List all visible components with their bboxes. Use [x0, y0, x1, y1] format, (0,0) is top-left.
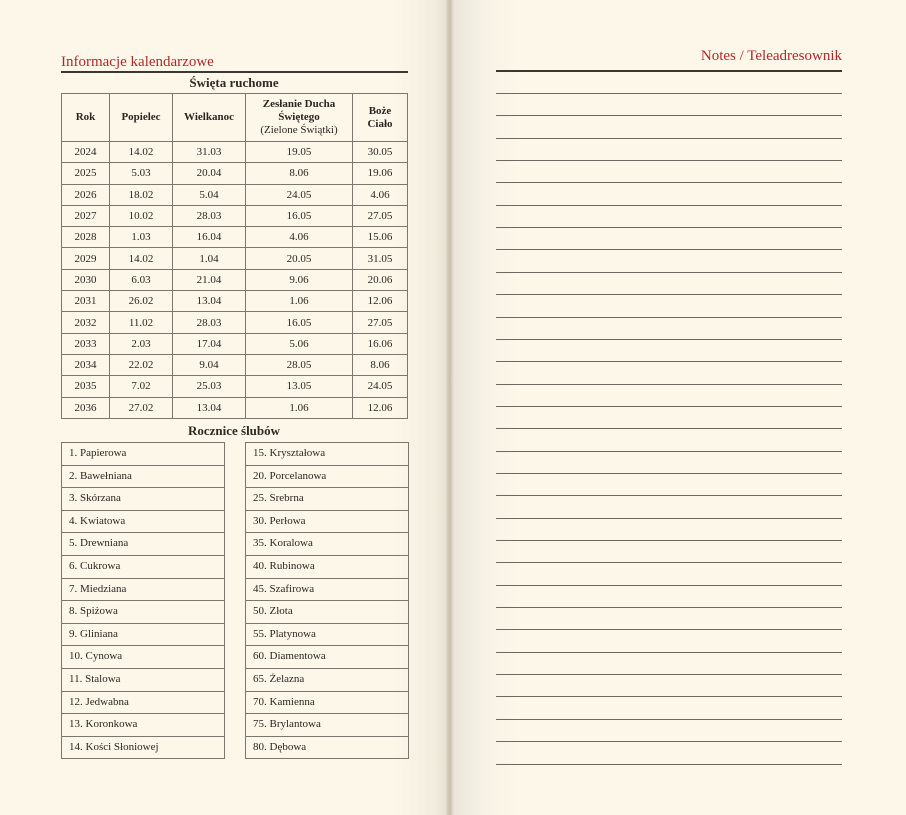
table-cell: 2031 — [62, 291, 110, 312]
header-line: (Zielone Świątki) — [260, 124, 338, 136]
table-row — [62, 291, 408, 312]
table-cell: 9.04 — [173, 354, 246, 375]
list-item: 70. Kamienna — [246, 692, 408, 715]
list-item: 45. Szafirowa — [246, 579, 408, 602]
column-header-year: Rok — [62, 94, 110, 142]
note-line — [496, 540, 842, 541]
table-cell: 16.05 — [246, 205, 353, 226]
list-item: 12. Jedwabna — [62, 692, 224, 715]
note-line — [496, 741, 842, 742]
list-item: 3. Skórzana — [62, 488, 224, 511]
list-item: 65. Żelazna — [246, 669, 408, 692]
note-line — [496, 138, 842, 139]
table-cell: 11.02 — [110, 312, 173, 333]
table-cell: 27.05 — [353, 312, 408, 333]
note-line — [496, 294, 842, 295]
list-item: 60. Diamentowa — [246, 646, 408, 669]
note-line — [496, 93, 842, 94]
list-item: 25. Srebrna — [246, 488, 408, 511]
note-line — [496, 719, 842, 720]
table-row — [62, 354, 408, 375]
table-cell: 27.02 — [110, 397, 173, 418]
list-item: 8. Spiżowa — [62, 601, 224, 624]
note-line — [496, 607, 842, 608]
header-line: Ciało — [367, 117, 393, 130]
note-line — [496, 272, 842, 273]
note-line — [496, 764, 842, 765]
list-item: 14. Kości Słoniowej — [62, 737, 224, 760]
list-item: 35. Koralowa — [246, 533, 408, 556]
note-line — [496, 696, 842, 697]
table-row — [62, 163, 408, 184]
note-line — [496, 406, 842, 407]
list-item: 50. Złota — [246, 601, 408, 624]
note-line — [496, 115, 842, 116]
table-cell: 2034 — [62, 354, 110, 375]
table-cell: 2033 — [62, 333, 110, 354]
book-gutter — [446, 0, 454, 815]
table-cell: 10.02 — [110, 205, 173, 226]
column-header-corpus-christi — [353, 94, 408, 142]
list-item: 5. Drewniana — [62, 533, 224, 556]
list-item: 80. Dębowa — [246, 737, 408, 760]
table-cell: 14.02 — [110, 142, 173, 163]
table-header-row — [62, 94, 408, 142]
table-cell: 2029 — [62, 248, 110, 269]
note-line — [496, 652, 842, 653]
header-line: Boże — [368, 104, 392, 117]
table-cell: 7.02 — [110, 376, 173, 397]
table-cell: 20.05 — [246, 248, 353, 269]
table-cell: 31.03 — [173, 142, 246, 163]
note-line — [496, 361, 842, 362]
table-cell: 15.06 — [353, 227, 408, 248]
note-line — [496, 227, 842, 228]
list-item: 2. Bawełniana — [62, 466, 224, 489]
table-cell: 17.04 — [173, 333, 246, 354]
table-cell: 4.06 — [246, 227, 353, 248]
section-title-notes: Notes / Teleadresownik — [700, 48, 842, 64]
table-cell: 8.06 — [246, 163, 353, 184]
note-line — [496, 160, 842, 161]
movable-feasts-title: Święta ruchome — [189, 75, 279, 90]
table-cell: 24.05 — [246, 184, 353, 205]
table-cell: 14.02 — [110, 248, 173, 269]
table-cell: 20.06 — [353, 269, 408, 290]
table-row — [62, 376, 408, 397]
table-cell: 12.06 — [353, 291, 408, 312]
table-row — [62, 269, 408, 290]
note-line — [496, 317, 842, 318]
list-item: 9. Gliniana — [62, 624, 224, 647]
header-line: Świętego — [278, 111, 320, 123]
table-row — [62, 397, 408, 418]
table-cell: 20.04 — [173, 163, 246, 184]
note-line — [496, 451, 842, 452]
table-cell: 25.03 — [173, 376, 246, 397]
table-cell: 31.05 — [353, 248, 408, 269]
table-cell: 5.06 — [246, 333, 353, 354]
table-cell: 16.04 — [173, 227, 246, 248]
table-cell: 22.02 — [110, 354, 173, 375]
table-cell: 4.06 — [353, 184, 408, 205]
movable-feasts-table — [61, 93, 408, 419]
table-cell: 2028 — [62, 227, 110, 248]
note-line — [496, 339, 842, 340]
table-cell: 1.03 — [110, 227, 173, 248]
table-cell: 2026 — [62, 184, 110, 205]
table-cell: 16.06 — [353, 333, 408, 354]
list-item: 30. Perłowa — [246, 511, 408, 534]
table-cell: 13.04 — [173, 291, 246, 312]
table-cell: 2027 — [62, 205, 110, 226]
table-cell: 28.03 — [173, 312, 246, 333]
table-cell: 2036 — [62, 397, 110, 418]
table-row — [62, 333, 408, 354]
note-line — [496, 518, 842, 519]
table-cell: 19.05 — [246, 142, 353, 163]
list-item: 13. Koronkowa — [62, 714, 224, 737]
title-rule-right — [496, 70, 842, 72]
table-cell: 1.04 — [173, 248, 246, 269]
table-row — [62, 205, 408, 226]
table-cell: 12.06 — [353, 397, 408, 418]
table-cell: 13.04 — [173, 397, 246, 418]
table-row — [62, 142, 408, 163]
note-line — [496, 182, 842, 183]
table-cell: 28.03 — [173, 205, 246, 226]
table-cell: 27.05 — [353, 205, 408, 226]
note-line — [496, 585, 842, 586]
table-row — [62, 184, 408, 205]
list-item: 11. Stalowa — [62, 669, 224, 692]
table-row — [62, 227, 408, 248]
table-cell: 1.06 — [246, 397, 353, 418]
list-item: 20. Porcelanowa — [246, 466, 408, 489]
column-header-ash-wednesday: Popielec — [110, 94, 173, 142]
table-cell: 19.06 — [353, 163, 408, 184]
note-line — [496, 674, 842, 675]
table-cell: 5.04 — [173, 184, 246, 205]
anniversaries-title: Rocznice ślubów — [187, 423, 281, 438]
table-cell: 28.05 — [246, 354, 353, 375]
list-item: 1. Papierowa — [62, 443, 224, 466]
note-line — [496, 629, 842, 630]
table-cell: 9.06 — [246, 269, 353, 290]
table-cell: 6.03 — [110, 269, 173, 290]
note-line — [496, 473, 842, 474]
list-item: 10. Cynowa — [62, 646, 224, 669]
table-cell: 30.05 — [353, 142, 408, 163]
table-cell: 2024 — [62, 142, 110, 163]
table-cell: 21.04 — [173, 269, 246, 290]
right-page — [454, 0, 906, 815]
title-rule-left — [61, 71, 408, 73]
list-item: 55. Platynowa — [246, 624, 408, 647]
table-cell: 2025 — [62, 163, 110, 184]
table-cell: 2.03 — [110, 333, 173, 354]
anniversaries-list-right — [245, 442, 409, 759]
table-cell: 2035 — [62, 376, 110, 397]
table-cell: 18.02 — [110, 184, 173, 205]
column-header-pentecost — [246, 94, 353, 142]
table-cell: 5.03 — [110, 163, 173, 184]
note-line — [496, 562, 842, 563]
note-line — [496, 384, 842, 385]
list-item: 6. Cukrowa — [62, 556, 224, 579]
list-item: 7. Miedziana — [62, 579, 224, 602]
note-line — [496, 428, 842, 429]
column-header-easter: Wielkanoc — [173, 94, 246, 142]
table-cell: 26.02 — [110, 291, 173, 312]
section-title-calendar-info: Informacje kalendarzowe — [61, 54, 214, 70]
table-cell: 16.05 — [246, 312, 353, 333]
table-row — [62, 312, 408, 333]
table-cell: 2032 — [62, 312, 110, 333]
anniversaries-list-left — [61, 442, 225, 759]
list-item: 15. Kryształowa — [246, 443, 408, 466]
note-line — [496, 495, 842, 496]
table-cell: 1.06 — [246, 291, 353, 312]
list-item: 75. Brylantowa — [246, 714, 408, 737]
header-line: Zesłanie Ducha — [262, 98, 336, 110]
note-line — [496, 205, 842, 206]
table-row — [62, 248, 408, 269]
table-cell: 13.05 — [246, 376, 353, 397]
note-line — [496, 249, 842, 250]
table-cell: 2030 — [62, 269, 110, 290]
table-cell: 8.06 — [353, 354, 408, 375]
table-cell: 24.05 — [353, 376, 408, 397]
list-item: 40. Rubinowa — [246, 556, 408, 579]
list-item: 4. Kwiatowa — [62, 511, 224, 534]
